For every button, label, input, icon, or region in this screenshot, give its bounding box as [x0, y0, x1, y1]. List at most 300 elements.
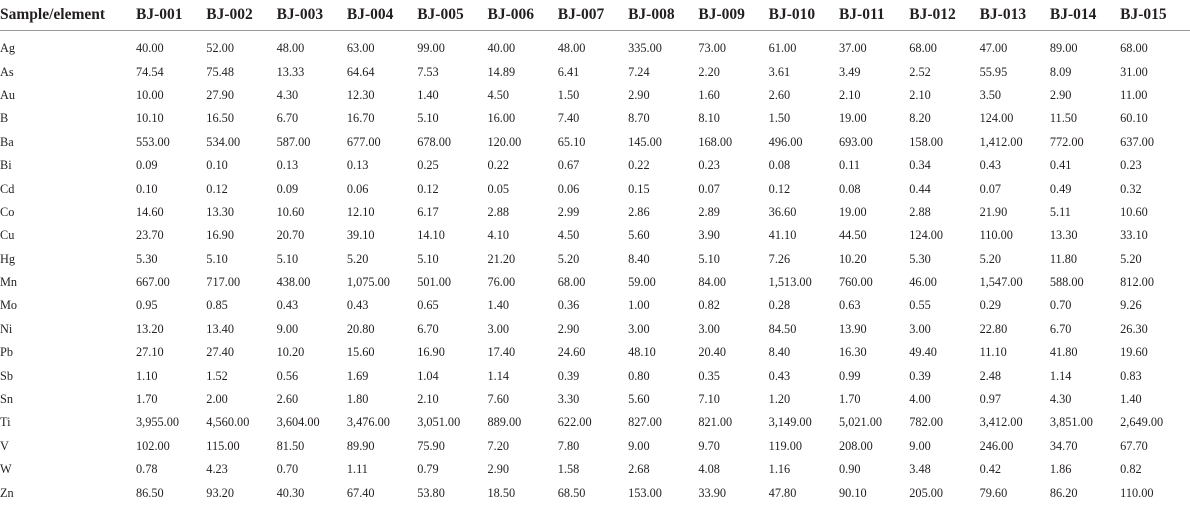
- table-cell: 1.10: [136, 368, 158, 383]
- table-cell: 3.49: [838, 64, 861, 79]
- table-cell: 246.00: [979, 438, 1014, 453]
- table-cell: 47.00: [979, 41, 1008, 56]
- table-cell: 2.90: [557, 321, 580, 336]
- table-cell: 145.00: [628, 134, 662, 149]
- element-label: Ni: [0, 321, 13, 336]
- table-cell: 110.00: [1120, 485, 1154, 500]
- table-cell: 0.43: [346, 298, 369, 313]
- table-cell: 2.90: [487, 462, 510, 477]
- column-header-sample: BJ-003: [277, 0, 347, 31]
- column-header-sample: BJ-002: [206, 0, 276, 31]
- table-cell: 0.29: [979, 298, 1002, 313]
- table-cell: 16.50: [206, 111, 234, 126]
- table-cell: 63.00: [346, 41, 375, 56]
- table-cell: 0.23: [698, 158, 720, 173]
- table-cell: 1.69: [346, 368, 369, 383]
- table-cell: 0.12: [206, 181, 228, 196]
- table-cell: 21.20: [487, 251, 516, 266]
- table-cell: 1.40: [487, 298, 510, 313]
- table-cell: 0.07: [698, 181, 720, 196]
- table-cell: 31.00: [1120, 64, 1148, 79]
- table-cell: 26.30: [1120, 321, 1148, 336]
- table-cell: 7.20: [487, 438, 510, 453]
- table-row: [0, 411, 1190, 434]
- table-cell: 53.80: [417, 485, 445, 500]
- table-cell: 622.00: [557, 415, 592, 430]
- column-header-sample: BJ-006: [487, 0, 557, 31]
- table-cell: 64.64: [346, 64, 375, 79]
- table-cell: 11.10: [979, 345, 1007, 360]
- table-cell: 2.90: [628, 87, 650, 102]
- column-header-sample: BJ-011: [839, 0, 909, 31]
- table-cell: 0.23: [1120, 158, 1142, 173]
- table-row: [0, 364, 1190, 387]
- table-cell: 588.00: [1049, 275, 1084, 290]
- element-label: Mo: [0, 298, 18, 313]
- table-cell: 20.40: [698, 345, 727, 360]
- table-cell: 0.13: [346, 158, 369, 173]
- table-cell: 7.24: [628, 64, 650, 79]
- table-cell: 79.60: [979, 485, 1008, 500]
- table-cell: 1,412.00: [979, 134, 1023, 149]
- table-cell: 667.00: [136, 275, 170, 290]
- element-label: Au: [0, 87, 16, 102]
- table-cell: 1.11: [346, 462, 368, 477]
- element-label: Bi: [0, 158, 12, 173]
- table-cell: 4.30: [276, 87, 299, 102]
- column-header-sample: BJ-007: [558, 0, 628, 31]
- table-cell: 4.10: [487, 228, 510, 243]
- table-row: [0, 131, 1190, 154]
- table-row: [0, 341, 1190, 364]
- table-cell: 3.50: [979, 87, 1002, 102]
- table-cell: 501.00: [417, 275, 452, 290]
- table-cell: 49.40: [909, 345, 937, 360]
- element-label: W: [0, 462, 12, 477]
- table-cell: 48.00: [557, 41, 586, 56]
- table-cell: 124.00: [909, 228, 944, 243]
- table-cell: 889.00: [487, 415, 522, 430]
- table-cell: 3,955.00: [136, 415, 180, 430]
- table-cell: 2.52: [909, 64, 931, 79]
- table-cell: 3,149.00: [768, 415, 812, 430]
- table-cell: 2,649.00: [1120, 415, 1164, 430]
- table-cell: 0.09: [136, 158, 158, 173]
- table-cell: 8.10: [698, 111, 720, 126]
- table-cell: 0.41: [1049, 158, 1072, 173]
- table-cell: 0.07: [979, 181, 1002, 196]
- table-cell: 1.14: [487, 368, 510, 383]
- table-cell: 772.00: [1049, 134, 1084, 149]
- table-cell: 496.00: [768, 134, 803, 149]
- table-row: [0, 435, 1190, 458]
- table-cell: 33.10: [1120, 228, 1148, 243]
- table-cell: 3,604.00: [276, 415, 320, 430]
- table-cell: 7.80: [557, 438, 580, 453]
- table-cell: 19.00: [838, 204, 867, 219]
- table-cell: 5.60: [628, 228, 650, 243]
- table-cell: 0.12: [417, 181, 439, 196]
- table-row: [0, 458, 1190, 481]
- table-cell: 2.60: [768, 87, 791, 102]
- table-cell: 2.00: [206, 392, 228, 407]
- table-cell: 0.65: [417, 298, 439, 313]
- table-cell: 6.41: [557, 64, 580, 79]
- table-cell: 46.00: [909, 275, 937, 290]
- column-header-sample: BJ-005: [417, 0, 487, 31]
- table-row: [0, 248, 1190, 271]
- table-cell: 5.60: [628, 392, 650, 407]
- table-cell: 0.83: [1120, 368, 1142, 383]
- table-cell: 14.10: [417, 228, 445, 243]
- table-cell: 17.40: [487, 345, 516, 360]
- table-cell: 8.40: [768, 345, 791, 360]
- table-cell: 4.30: [1049, 392, 1072, 407]
- table-row: [0, 84, 1190, 107]
- table-cell: 208.00: [838, 438, 873, 453]
- table-cell: 9.70: [698, 438, 720, 453]
- table-cell: 534.00: [206, 134, 241, 149]
- table-cell: 0.39: [909, 368, 931, 383]
- table-cell: 84.50: [768, 321, 797, 336]
- table-cell: 5.10: [417, 111, 439, 126]
- table-cell: 0.80: [628, 368, 650, 383]
- table-cell: 0.99: [838, 368, 861, 383]
- table-cell: 1,075.00: [346, 275, 390, 290]
- table-cell: 61.00: [768, 41, 797, 56]
- table-cell: 89.00: [1049, 41, 1078, 56]
- table-cell: 0.43: [276, 298, 299, 313]
- table-cell: 74.54: [136, 64, 164, 79]
- table-cell: 1,513.00: [768, 275, 812, 290]
- table-cell: 678.00: [417, 134, 452, 149]
- column-header-sample: BJ-014: [1050, 0, 1120, 31]
- table-row: [0, 154, 1190, 177]
- table-body: [0, 31, 1190, 505]
- table-cell: 68.50: [557, 485, 586, 500]
- table-cell: 6.70: [417, 321, 439, 336]
- table-cell: 22.80: [979, 321, 1008, 336]
- table-cell: 3.00: [698, 321, 720, 336]
- table-cell: 2.10: [909, 87, 931, 102]
- table-cell: 0.82: [1120, 462, 1142, 477]
- table-cell: 21.90: [979, 204, 1008, 219]
- table-cell: 4,560.00: [206, 415, 250, 430]
- table-cell: 115.00: [206, 438, 240, 453]
- table-cell: 48.00: [276, 41, 305, 56]
- table-cell: 10.10: [136, 111, 164, 126]
- table-cell: 1.40: [1120, 392, 1142, 407]
- table-cell: 3,412.00: [979, 415, 1023, 430]
- table-cell: 19.00: [838, 111, 867, 126]
- table-cell: 0.82: [698, 298, 720, 313]
- table-cell: 73.00: [698, 41, 727, 56]
- table-cell: 0.97: [979, 392, 1002, 407]
- table-cell: 205.00: [909, 485, 944, 500]
- element-label: Cu: [0, 228, 15, 243]
- table-cell: 2.10: [417, 392, 439, 407]
- table-cell: 2.20: [698, 64, 720, 79]
- table-cell: 9.00: [628, 438, 650, 453]
- element-label: As: [0, 64, 14, 79]
- table-cell: 10.20: [276, 345, 305, 360]
- column-header-sample: BJ-001: [136, 0, 206, 31]
- table-cell: 1.86: [1049, 462, 1072, 477]
- table-cell: 11.80: [1049, 251, 1078, 266]
- table-cell: 11.50: [1049, 111, 1078, 126]
- table-cell: 0.12: [768, 181, 791, 196]
- table-cell: 12.30: [346, 87, 375, 102]
- column-header-sample: BJ-010: [769, 0, 839, 31]
- table-cell: 0.49: [1049, 181, 1072, 196]
- table-row: [0, 201, 1190, 224]
- element-label: B: [0, 111, 9, 126]
- table-cell: 8.70: [628, 111, 650, 126]
- table-cell: 7.10: [698, 392, 720, 407]
- table-cell: 1.70: [838, 392, 861, 407]
- table-cell: 67.40: [346, 485, 375, 500]
- table-cell: 5.10: [206, 251, 228, 266]
- table-cell: 153.00: [628, 485, 662, 500]
- table-cell: 16.00: [487, 111, 516, 126]
- table-cell: 335.00: [628, 41, 662, 56]
- table-cell: 9.26: [1120, 298, 1142, 313]
- table-row: [0, 271, 1190, 294]
- table-cell: 86.20: [1049, 485, 1078, 500]
- table-cell: 4.50: [557, 228, 580, 243]
- table-cell: 1.20: [768, 392, 791, 407]
- table-row: [0, 60, 1190, 83]
- table-cell: 1.00: [628, 298, 650, 313]
- element-label: Ba: [0, 134, 14, 149]
- table-cell: 3.30: [557, 392, 580, 407]
- table-cell: 68.00: [557, 275, 586, 290]
- table-cell: 8.09: [1049, 64, 1072, 79]
- table-cell: 8.40: [628, 251, 650, 266]
- table-cell: 553.00: [136, 134, 170, 149]
- table-cell: 4.23: [206, 462, 228, 477]
- table-row: [0, 318, 1190, 341]
- table-cell: 3.48: [909, 462, 931, 477]
- table-cell: 90.10: [838, 485, 867, 500]
- table-cell: 2.68: [628, 462, 650, 477]
- table-cell: 5.30: [136, 251, 158, 266]
- table-cell: 9.00: [909, 438, 931, 453]
- table-cell: 2.90: [1049, 87, 1072, 102]
- table-cell: 7.60: [487, 392, 510, 407]
- table-cell: 27.40: [206, 345, 234, 360]
- table-row: [0, 107, 1190, 130]
- table-cell: 15.60: [346, 345, 375, 360]
- table-cell: 2.86: [628, 204, 650, 219]
- table-cell: 0.22: [628, 158, 650, 173]
- table-cell: 27.10: [136, 345, 164, 360]
- table-cell: 93.20: [206, 485, 234, 500]
- table-cell: 0.06: [346, 181, 369, 196]
- table-cell: 13.33: [276, 64, 305, 79]
- table-cell: 33.90: [698, 485, 727, 500]
- table-cell: 821.00: [698, 415, 733, 430]
- table-cell: 0.13: [276, 158, 299, 173]
- table-cell: 68.00: [909, 41, 937, 56]
- table-cell: 0.10: [136, 181, 158, 196]
- element-label: Co: [0, 204, 15, 219]
- table-cell: 102.00: [136, 438, 170, 453]
- table-cell: 0.25: [417, 158, 439, 173]
- table-cell: 13.20: [136, 321, 164, 336]
- table-cell: 0.42: [979, 462, 1002, 477]
- table-cell: 76.00: [487, 275, 516, 290]
- table-cell: 119.00: [768, 438, 803, 453]
- table-cell: 18.50: [487, 485, 516, 500]
- element-label: Mn: [0, 275, 18, 290]
- table-cell: 19.60: [1120, 345, 1148, 360]
- table-row: [0, 224, 1190, 247]
- table-cell: 5.10: [276, 251, 299, 266]
- table-cell: 1.04: [417, 368, 439, 383]
- header-row: [0, 0, 1190, 31]
- table-cell: 86.50: [136, 485, 164, 500]
- table-row: [0, 294, 1190, 317]
- table-cell: 0.11: [838, 158, 861, 173]
- table-cell: 81.50: [276, 438, 305, 453]
- table-cell: 67.70: [1120, 438, 1148, 453]
- table-cell: 37.00: [838, 41, 867, 56]
- table-row: [0, 177, 1190, 200]
- table-cell: 11.00: [1120, 87, 1148, 102]
- table-cell: 0.09: [276, 181, 299, 196]
- element-label: Ag: [0, 41, 16, 56]
- table-cell: 0.22: [487, 158, 510, 173]
- table-cell: 16.70: [346, 111, 375, 126]
- table-cell: 0.85: [206, 298, 228, 313]
- table-cell: 0.08: [838, 181, 861, 196]
- table-cell: 44.50: [838, 228, 867, 243]
- table-cell: 13.30: [1049, 228, 1078, 243]
- table-cell: 5.20: [1120, 251, 1142, 266]
- table-cell: 59.00: [628, 275, 656, 290]
- table-cell: 20.80: [346, 321, 375, 336]
- table-cell: 1.40: [417, 87, 439, 102]
- table-cell: 677.00: [346, 134, 381, 149]
- table-cell: 41.10: [768, 228, 797, 243]
- table-cell: 1,547.00: [979, 275, 1023, 290]
- table-cell: 4.50: [487, 87, 510, 102]
- table-cell: 0.28: [768, 298, 791, 313]
- table-cell: 5.20: [346, 251, 369, 266]
- table-cell: 4.00: [909, 392, 931, 407]
- table-cell: 0.79: [417, 462, 439, 477]
- element-label: Zn: [0, 485, 14, 500]
- table-cell: 0.32: [1120, 181, 1142, 196]
- table-cell: 5.20: [557, 251, 580, 266]
- table-cell: 10.60: [276, 204, 305, 219]
- table-cell: 1.58: [557, 462, 580, 477]
- table-cell: 5,021.00: [838, 415, 883, 430]
- column-header-sample: BJ-009: [698, 0, 768, 31]
- table-cell: 10.60: [1120, 204, 1148, 219]
- element-label: Sb: [0, 368, 13, 383]
- table-cell: 6.70: [276, 111, 299, 126]
- table-cell: 41.80: [1049, 345, 1078, 360]
- table-cell: 2.48: [979, 368, 1002, 383]
- table-cell: 23.70: [136, 228, 164, 243]
- table-cell: 0.78: [136, 462, 158, 477]
- table-cell: 16.30: [838, 345, 867, 360]
- column-header-sample: BJ-004: [347, 0, 417, 31]
- element-label: Cd: [0, 181, 15, 196]
- column-header-sample-element: Sample/element: [0, 0, 136, 31]
- table-cell: 5.10: [698, 251, 720, 266]
- table-cell: 0.43: [979, 158, 1002, 173]
- table-cell: 6.70: [1049, 321, 1072, 336]
- table-cell: 16.90: [206, 228, 234, 243]
- table-cell: 40.00: [487, 41, 516, 56]
- element-label: V: [0, 438, 9, 453]
- table-cell: 0.56: [276, 368, 299, 383]
- table-cell: 0.35: [698, 368, 720, 383]
- table-cell: 6.17: [417, 204, 439, 219]
- table-cell: 75.90: [417, 438, 445, 453]
- table-cell: 0.90: [838, 462, 861, 477]
- table-cell: 16.90: [417, 345, 445, 360]
- table-cell: 5.10: [417, 251, 439, 266]
- table-cell: 13.30: [206, 204, 234, 219]
- table-cell: 89.90: [346, 438, 375, 453]
- table-cell: 0.15: [628, 181, 650, 196]
- table-cell: 9.00: [276, 321, 299, 336]
- table-cell: 0.34: [909, 158, 931, 173]
- table-cell: 0.08: [768, 158, 791, 173]
- table-cell: 65.10: [557, 134, 586, 149]
- table-cell: 637.00: [1120, 134, 1154, 149]
- table-cell: 1.52: [206, 368, 228, 383]
- element-label: Pb: [0, 345, 13, 360]
- table-cell: 438.00: [276, 275, 311, 290]
- table-cell: 3.61: [768, 64, 791, 79]
- table-cell: 2.10: [838, 87, 861, 102]
- table-cell: 2.99: [557, 204, 580, 219]
- table-cell: 40.30: [276, 485, 305, 500]
- table-cell: 1.60: [698, 87, 720, 102]
- table-cell: 60.10: [1120, 111, 1148, 126]
- table-cell: 75.48: [206, 64, 234, 79]
- table-cell: 14.60: [136, 204, 164, 219]
- table-cell: 2.88: [909, 204, 931, 219]
- table-cell: 0.63: [838, 298, 861, 313]
- table-cell: 52.00: [206, 41, 234, 56]
- table-cell: 2.60: [276, 392, 299, 407]
- column-header-sample: BJ-012: [909, 0, 979, 31]
- table-cell: 812.00: [1120, 275, 1154, 290]
- table-cell: 2.89: [698, 204, 720, 219]
- element-label: Hg: [0, 251, 16, 266]
- table-row: [0, 481, 1190, 504]
- table-cell: 0.70: [1049, 298, 1072, 313]
- table-cell: 1.16: [768, 462, 791, 477]
- table-cell: 12.10: [346, 204, 375, 219]
- table-cell: 124.00: [979, 111, 1014, 126]
- table-cell: 5.20: [979, 251, 1002, 266]
- table-cell: 10.20: [838, 251, 867, 266]
- table-cell: 1.50: [768, 111, 791, 126]
- table-cell: 693.00: [838, 134, 873, 149]
- table-cell: 4.08: [698, 462, 720, 477]
- element-label: Ti: [0, 415, 11, 430]
- element-label: Sn: [0, 392, 13, 407]
- table-cell: 27.90: [206, 87, 234, 102]
- table-cell: 7.53: [417, 64, 439, 79]
